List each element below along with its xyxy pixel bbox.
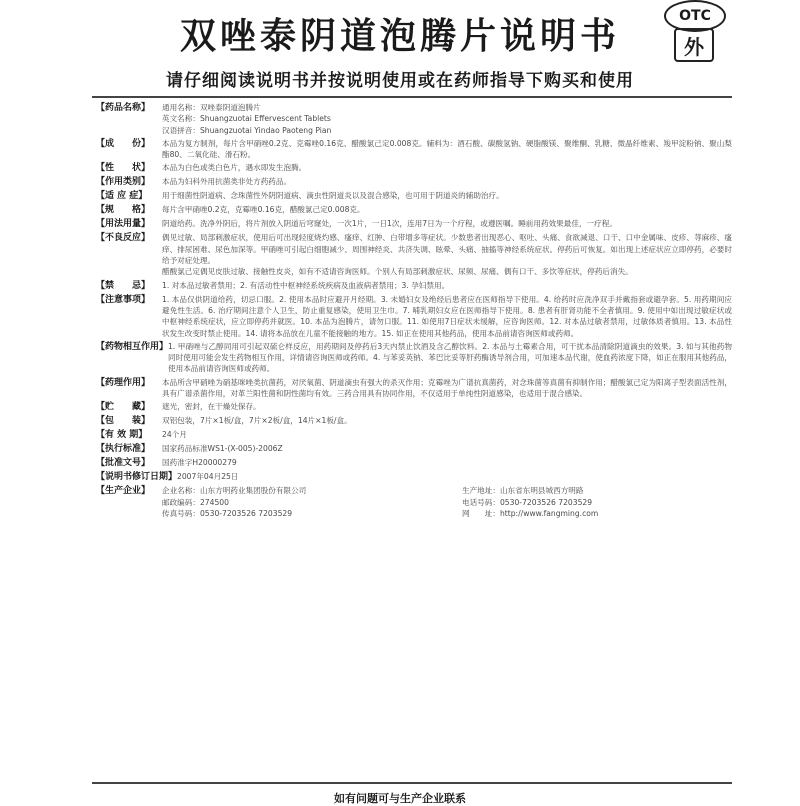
manufacturer-row [96,485,732,519]
section-row [96,176,732,188]
section-row [96,457,732,469]
manufacturer-line: 企业名称：山东方明药业集团股份有限公司 [162,486,307,496]
section-line: 用于细菌性阴道病、念珠菌性外阴阴道病、滴虫性阴道炎以及混合感染，也可用于阴道炎的辅助治疗。 [162,191,504,201]
section-text [162,102,732,136]
section-line: 国家药品标准WS1-(X-005)-2006Z [162,444,283,454]
manufacturer-line: 网 址：http://www.fangming.com [462,508,599,518]
section-line: 国药准字H20000279 [162,458,237,468]
section-line: 24个月 [162,430,187,440]
section-label: 【药理作用】 [96,377,151,388]
section-line: 本品为复方制剂，每片含甲硝唑0.2克、克霉唑0.16克、醋酸氯己定0.008克。辅料为：酒石酸、碳酸氢钠、硬脂酸镁、聚维酮、乳糖、微晶纤维素、羧甲淀粉钠、聚山梨酯80、二氧化硅、滑石粉。 [162,138,732,160]
section-row [96,443,732,455]
section-text [162,443,732,454]
page-title: 双唑泰阴道泡腾片说明书 [179,15,620,57]
section-line: 本品为白色或类白色片，遇水即发生泡腾。 [162,163,307,173]
section-text [162,232,732,277]
section-label: 【用法用量】 [96,219,151,230]
section-row [96,294,732,339]
section-text [177,471,732,482]
manufacturer-line: 邮政编码：274500 [162,497,229,507]
section-text [162,138,732,161]
section-row [96,138,732,161]
document-body [96,102,732,521]
section-label: 【禁 忌】 [96,280,151,291]
page-footer: 如有问题可与生产企业联系 [334,792,466,805]
section-label: 【适 应 症】 [96,191,148,202]
section-row [96,341,732,375]
section-text [162,162,732,173]
section-row [96,401,732,413]
section-line: 1. 甲硝唑与乙醇同用可引起双硫仑样反应，用药期间及停药后3天内禁止饮酒及含乙醇饮料。2. 本品与土霉素合用，可干扰本品清除阴道滴虫的效果。3. 如与其他药物同时使用可能会发生药物相互作用，详情请咨询医师或药师。4. 与苯妥英钠、苯巴比妥等肝药酶诱导剂合用，可加速本品代谢，使血药浓度下降，如正在服用其他药品，使用本品前请咨询医师或药师。 [168,341,733,374]
section-label: 【作用类别】 [96,177,151,188]
section-text [162,457,732,468]
section-row [96,162,732,174]
section-text [162,280,732,291]
section-line: 每片含甲硝唑0.2克，克霉唑0.16克，醋酸氯己定0.008克。 [162,205,365,215]
manufacturer-right [462,485,732,519]
section-text [162,401,732,412]
section-text [162,377,732,400]
section-text [162,429,732,440]
section-line: 遮光，密封，在干燥处保存。 [162,402,261,412]
section-text [162,204,732,215]
bottom-rule [92,782,732,784]
manufacturer-line: 电话号码：0530-7203526 7203529 [462,497,593,507]
section-line: 阴道给药。洗净外阴后，将片剂放入阴道后穹窿处，一次1片，一日1次，连用7日为一个疗程，或遵医嘱。睡前用药效果最佳，一疗程。 [162,219,617,229]
section-row [96,232,732,277]
manufacturer-left [162,485,462,519]
manufacturer-info [162,485,732,519]
section-line: 通用名称：双唑泰阴道泡腾片 [162,103,261,112]
section-row [96,102,732,136]
section-line: 偶见过敏、局部刺激症状，使用后可出现轻度烧灼感、瘙痒、红肿、白带增多等症状。少数患者出现恶心、呕吐、头痛、食欲减退、口干、口中金属味、皮疹、荨麻疹、瘙痒、排尿困难、尿色加深等。甲硝唑可引起白细胞减少、周围神经炎、共济失调、眩晕、头痛、抽搐等神经系统症状。停药后可恢复。如出现上述症状应立即停药，必要时给予对症处理。 [162,233,732,266]
section-label: 【批准文号】 [96,458,151,469]
section-text [162,294,732,339]
section-row [96,280,732,292]
section-label: 【性 状】 [96,163,151,174]
section-line: 本品所含甲硝唑为硝基咪唑类抗菌药，对厌氧菌、阴道滴虫有强大的杀灭作用；克霉唑为广谱抗真菌药，对念珠菌等真菌有抑制作用；醋酸氯己定为阳离子型表面活性剂，具有广谱杀菌作用，对革兰阳性菌和阴性菌均有效。三药合用具有协同作用，不仅适用于单纯性阴道感染，也适用于混合感染。 [162,377,732,399]
manufacturer-line: 传真号码：0530-7203526 7203529 [162,508,293,518]
section-text [162,190,732,201]
section-row [96,415,732,427]
section-label: 【包 装】 [96,416,151,427]
section-row [96,429,732,441]
section-line: 英文名称：Shuangzuotai Effervescent Tablets [162,114,331,124]
section-line: 本品为妇科外用抗菌类非处方药药品。 [162,177,292,187]
manufacturer-line: 生产地址：山东省东明县城西方明路 [462,486,584,496]
section-label: 【有 效 期】 [96,430,148,441]
top-rule [92,96,732,98]
section-text [168,341,732,375]
section-line: 2007年04月25日 [177,472,239,482]
section-label: 【成 份】 [96,138,151,149]
section-row [96,471,732,483]
section-line: 1. 本品仅供阴道给药，切忌口服。2. 使用本品时应避开月经期。3. 未婚妇女及绝经后患者应在医师指导下使用。4. 给药时应洗净双手并戴指套或避孕套。5. 用药期间应避免性生活。6. 治疗期间注意个人卫生，防止重复感染，使用卫生巾。7. 哺乳期妇女应在医师指导下使用。8. 患者有肝肾功能不全者慎用。9. 使用中如出现过敏症状或中枢神经系统症状，应立即停药并就医。10. 本品为泡腾片，请勿口服。11. 如使用7日症状未缓解，应咨询医师。12. 对本品过敏者禁用，过敏体质者慎用。13. 本品性状发生改变时禁止使用。14. 请将本品放在儿童不能接触的地方。15. 如正在使用其他药品，使用本品前请咨询医师或药师。 [162,294,732,338]
section-label: 【药物相互作用】 [96,341,169,352]
section-text [162,415,732,426]
section-label: 【药品名称】 [96,103,151,113]
section-row [96,190,732,202]
section-row [96,204,732,216]
section-label: 【说明书修订日期】 [96,472,178,483]
section-line: 1. 对本品过敏者禁用；2. 有活动性中枢神经系统疾病及血液病者禁用；3. 孕妇禁用。 [162,280,450,290]
section-row [96,377,732,400]
section-label: 【注意事项】 [96,294,151,305]
manufacturer-label: 【生产企业】 [96,486,151,497]
section-label: 【贮 藏】 [96,402,151,413]
external-use-badge: 外 [674,28,714,62]
section-label: 【执行标准】 [96,444,151,455]
page-subtitle: 请仔细阅读说明书并按说明使用或在药师指导下购买和使用 [166,71,634,91]
section-label: 【不良反应】 [96,233,151,244]
section-row [96,218,732,230]
section-line: 醋酸氯己定偶见皮肤过敏、接触性皮炎，如有不适请咨询医师。个别人有局部刺激症状、尿频、尿痛、偶有口干、多饮等症状，停药后消失。 [162,267,633,277]
section-line: 双铝包装，7片×1板/盒，7片×2板/盒，14片×1板/盒。 [162,416,352,426]
otc-badge: OTC [664,0,726,32]
section-line: 汉语拼音：Shuangzuotai Yindao Paoteng Pian [162,125,332,135]
section-label: 【规 格】 [96,205,151,216]
section-text [162,176,732,187]
section-text [162,218,732,229]
